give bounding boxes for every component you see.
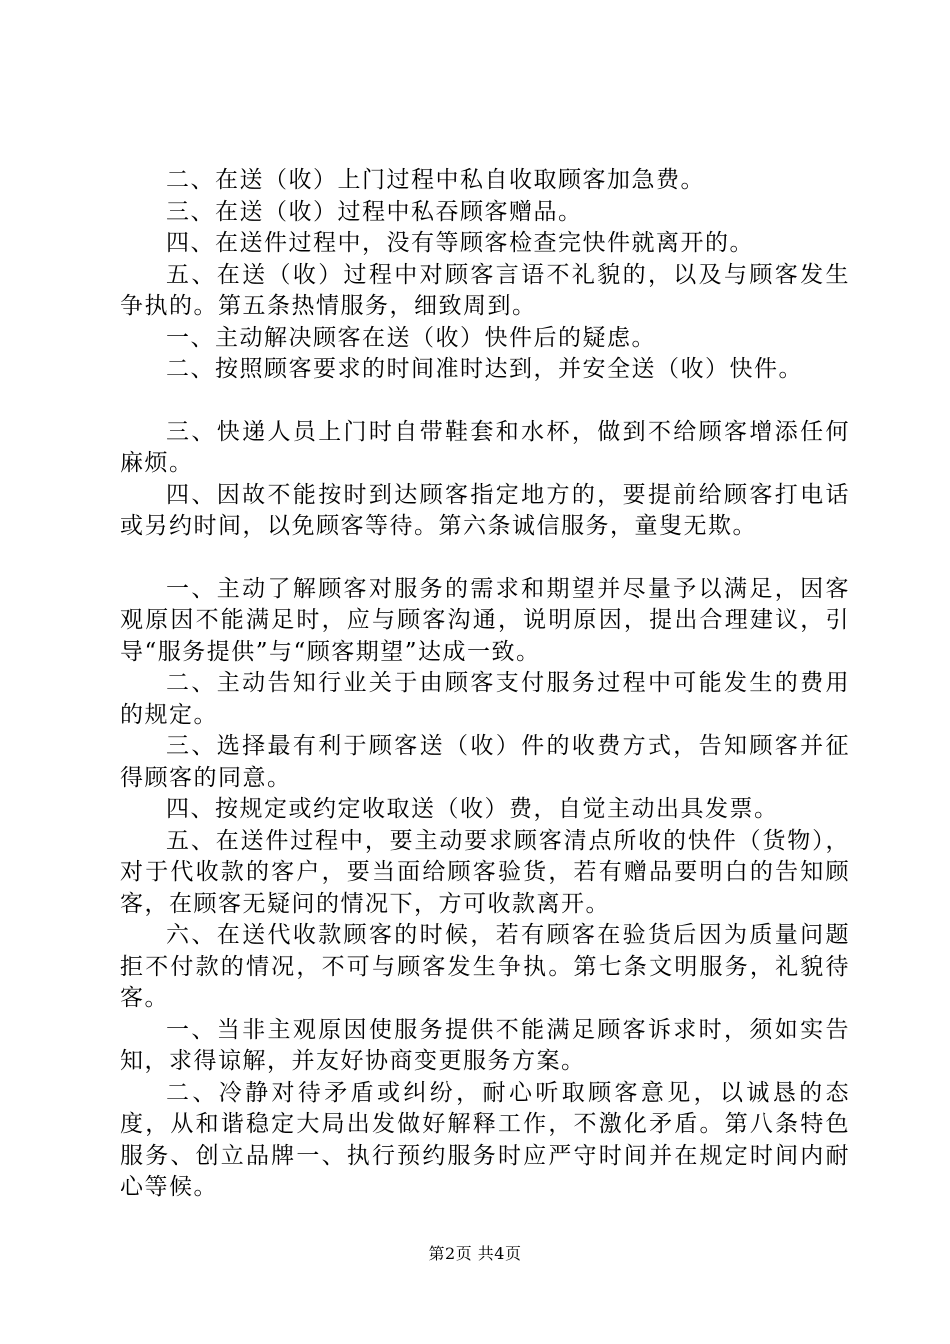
paragraph-14: 六、在送代收款顾客的时候，若有顾客在验货后因为质量问题拒不付款的情况，不可与顾客发生争执。第七条文明服务，礼貌待客。: [120, 922, 850, 1011]
paragraph-7: 三、快递人员上门时自带鞋套和水杯，做到不给顾客增添任何麻烦。: [120, 418, 850, 476]
paragraph-6: 二、按照顾客要求的时间准时达到，并安全送（收）快件。: [166, 356, 803, 382]
paragraph-9: 一、主动了解顾客对服务的需求和期望并尽量予以满足，因客观原因不能满足时，应与顾客沟通，说明原因，提出合理建议，引导“服务提供”与“顾客期望”达成一致。: [120, 575, 850, 665]
paragraph-10: 二、主动告知行业关于由顾客支付服务过程中可能发生的费用的规定。: [120, 670, 850, 728]
paragraph-8: 四、因故不能按时到达顾客指定地方的，要提前给顾客打电话或另约时间，以免顾客等待。第六条诚信服务，童叟无欺。: [120, 481, 850, 539]
page-footer: [0, 1243, 950, 1265]
document-body: [120, 165, 850, 1204]
paragraph-15: 一、当非主观原因使服务提供不能满足顾客诉求时，须如实告知，求得谅解，并友好协商变更服务方案。: [120, 1016, 850, 1074]
paragraph-16: 二、冷静对待矛盾或纠纷，耐心听取顾客意见，以诚恳的态度，从和谐稳定大局出发做好解释工作，不激化矛盾。第八条特色服务、创立品牌一、执行预约服务时应严守时间并在规定时间内耐心等候。: [120, 1079, 850, 1200]
paragraph-2: 三、在送（收）过程中私吞顾客赠品。: [166, 198, 583, 225]
paragraph-1: 二、在送（收）上门过程中私自收取顾客加急费。: [166, 167, 705, 193]
paragraph-12: 四、按规定或约定收取送（收）费，自觉主动出具发票。: [166, 796, 779, 822]
paragraph-3: 四、在送件过程中，没有等顾客检查完快件就离开的。: [166, 230, 754, 256]
paragraph-4: 五、在送（收）过程中对顾客言语不礼貌的，以及与顾客发生争执的。第五条热情服务，细致周到。: [120, 261, 850, 319]
paragraph-5: 一、主动解决顾客在送（收）快件后的疑虑。: [166, 324, 656, 351]
page-number-label: 第2页 共4页: [428, 1244, 522, 1263]
paragraph-11: 三、选择最有利于顾客送（收）件的收费方式，告知顾客并征得顾客的同意。: [120, 733, 850, 791]
paragraph-13: 五、在送件过程中，要主动要求顾客清点所收的快件（货物），对于代收款的客户，要当面给顾客验货，若有赠品要明白的告知顾客，在顾客无疑问的情况下，方可收款离开。: [120, 827, 850, 917]
